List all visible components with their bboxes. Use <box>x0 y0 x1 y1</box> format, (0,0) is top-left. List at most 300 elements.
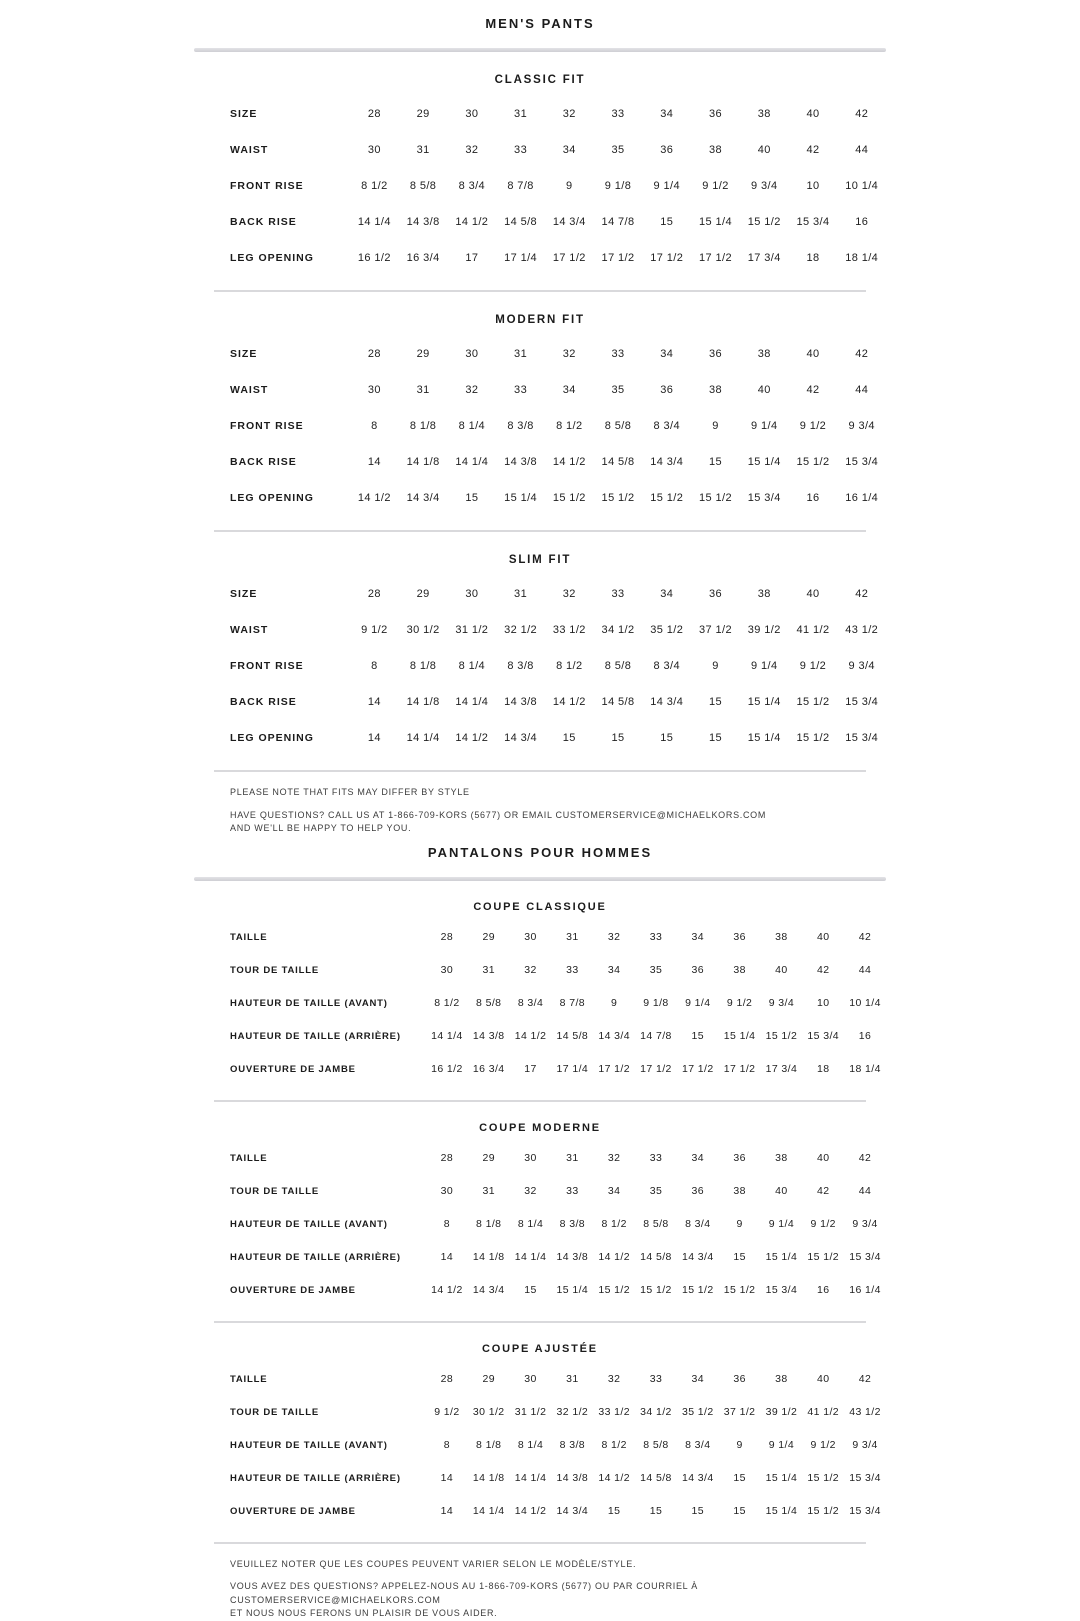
row-value: 42 <box>806 144 820 156</box>
row-value: 16 <box>806 492 820 504</box>
row-value: 42 <box>816 1185 830 1197</box>
row-value: 9 3/4 <box>848 660 875 672</box>
row-value: 15 1/2 <box>807 1472 840 1484</box>
row-value: 39 1/2 <box>765 1406 798 1418</box>
table-row <box>194 480 886 516</box>
row-value: 9 <box>712 660 719 672</box>
row-value: 15 1/2 <box>552 492 586 504</box>
section-divider <box>214 290 866 292</box>
row-value: 14 3/8 <box>472 1030 505 1042</box>
note-contact-en: HAVE QUESTIONS? CALL US AT 1-866-709-KORS (5677) OR EMAIL CUSTOMERSERVICE@MICHAELKORS.COM AND WE'LL BE HAPPY TO HELP YOU. <box>230 809 767 833</box>
row-value: 9 1/4 <box>751 660 778 672</box>
row-value: 33 <box>611 588 625 600</box>
table-row <box>194 1462 886 1495</box>
row-value: 15 3/4 <box>845 732 879 744</box>
row-value: 15 1/2 <box>598 1284 630 1296</box>
row-value: 9 <box>611 997 618 1009</box>
row-value: 31 <box>566 1152 579 1164</box>
row-value: 40 <box>775 1185 788 1197</box>
row-value: 18 1/4 <box>849 1063 881 1075</box>
row-label: HAUTEUR DE TAILLE (AVANT) <box>230 1439 388 1451</box>
row-label: TAILLE <box>230 1152 268 1164</box>
row-value: 14 1/2 <box>455 216 489 228</box>
row-value: 15 1/4 <box>504 492 538 504</box>
row-label: FRONT RISE <box>230 420 304 432</box>
row-value: 14 3/4 <box>598 1030 630 1042</box>
row-value: 35 <box>611 384 625 396</box>
row-value: 38 <box>757 108 771 120</box>
row-value: 16 3/4 <box>472 1063 505 1075</box>
row-value: 30 <box>440 964 454 976</box>
row-value: 14 1/8 <box>406 456 440 468</box>
row-value: 14 3/4 <box>472 1284 505 1296</box>
row-value: 36 <box>708 348 723 360</box>
row-value: 44 <box>855 384 869 396</box>
row-value: 9 1/8 <box>604 180 632 192</box>
row-value: 14 1/4 <box>472 1505 505 1517</box>
row-value: 8 <box>443 1218 451 1230</box>
row-value: 14 1/2 <box>357 492 391 504</box>
row-value: 15 <box>733 1505 746 1517</box>
row-value: 16 1/4 <box>845 492 879 504</box>
row-value: 15 <box>611 732 625 744</box>
row-value: 34 <box>660 588 674 600</box>
row-value: 30 1/2 <box>406 624 440 636</box>
row-value: 33 <box>514 384 528 396</box>
row-value: 35 <box>649 964 663 976</box>
row-value: 14 1/4 <box>514 1251 547 1263</box>
row-value: 14 1/8 <box>406 696 440 708</box>
table-row <box>194 648 886 684</box>
row-value: 17 1/4 <box>504 252 538 264</box>
row-value: 30 <box>524 1152 537 1164</box>
row-value: 9 1/2 <box>434 1406 460 1418</box>
row-value: 33 <box>611 108 625 120</box>
row-value: 14 5/8 <box>640 1472 672 1484</box>
row-value: 14 1/2 <box>552 456 586 468</box>
row-value: 15 <box>733 1251 746 1263</box>
row-value: 9 1/2 <box>799 420 827 432</box>
table-row <box>194 720 886 756</box>
row-label: OUVERTURE DE JAMBE <box>230 1284 356 1296</box>
row-label: TOUR DE TAILLE <box>230 1406 319 1418</box>
row-label: WAIST <box>230 384 269 396</box>
row-value: 14 <box>440 1505 454 1517</box>
row-value: 17 1/2 <box>699 252 732 264</box>
row-value: 28 <box>367 348 381 360</box>
row-label: TOUR DE TAILLE <box>230 964 319 976</box>
row-value: 40 <box>816 931 830 943</box>
row-value: 33 <box>611 348 625 360</box>
table-row <box>194 921 886 954</box>
row-value: 34 <box>562 144 576 156</box>
row-value: 8 5/8 <box>643 1218 669 1230</box>
row-value: 43 1/2 <box>849 1406 881 1418</box>
row-value: 15 3/4 <box>845 696 879 708</box>
row-value: 14 1/8 <box>472 1472 505 1484</box>
row-value: 17 1/2 <box>723 1063 756 1075</box>
row-value: 15 <box>691 1505 705 1517</box>
row-value: 32 <box>562 588 576 600</box>
row-value: 8 5/8 <box>604 660 632 672</box>
row-value: 14 1/4 <box>455 456 489 468</box>
row-value: 32 <box>524 1185 537 1197</box>
row-value: 35 <box>611 144 625 156</box>
row-value: 44 <box>858 964 872 976</box>
row-value: 14 5/8 <box>640 1251 672 1263</box>
table-row <box>194 1429 886 1462</box>
row-label: FRONT RISE <box>230 180 304 192</box>
row-value: 10 1/4 <box>849 997 881 1009</box>
row-value: 37 1/2 <box>723 1406 756 1418</box>
row-value: 28 <box>367 588 381 600</box>
fit-section-slim-fit <box>194 554 886 756</box>
row-value: 32 1/2 <box>556 1406 589 1418</box>
row-value: 14 1/8 <box>472 1251 505 1263</box>
row-value: 35 <box>649 1185 663 1197</box>
row-value: 15 1/2 <box>796 732 830 744</box>
section-divider <box>214 530 866 532</box>
section-divider <box>214 770 866 772</box>
row-value: 38 <box>708 384 723 396</box>
row-value: 31 <box>514 108 528 120</box>
row-value: 30 <box>524 1373 537 1385</box>
fit-section-classic-fit <box>194 74 886 276</box>
table-row <box>194 1396 886 1429</box>
table-row <box>194 684 886 720</box>
row-value: 41 1/2 <box>807 1406 840 1418</box>
row-value: 32 <box>562 108 576 120</box>
row-value: 42 <box>855 108 869 120</box>
row-value: 36 <box>660 144 674 156</box>
table-row <box>194 987 886 1020</box>
row-value: 15 <box>607 1505 621 1517</box>
section-divider <box>214 1321 866 1323</box>
table-row <box>194 240 886 276</box>
row-value: 40 <box>806 588 820 600</box>
row-value: 34 <box>562 384 576 396</box>
row-value: 31 1/2 <box>455 624 489 636</box>
table-row <box>194 168 886 204</box>
table-row <box>194 444 886 480</box>
row-value: 8 1/2 <box>556 420 583 432</box>
row-value: 38 <box>708 144 723 156</box>
row-value: 9 <box>712 420 719 432</box>
table-row <box>194 132 886 168</box>
row-value: 30 <box>465 108 479 120</box>
row-value: 15 <box>465 492 479 504</box>
fit-title-coupe-classique: COUPE CLASSIQUE <box>473 900 607 913</box>
row-value: 14 3/4 <box>552 216 586 228</box>
row-label: LEG OPENING <box>230 492 314 504</box>
row-value: 8 5/8 <box>476 997 502 1009</box>
row-value: 9 1/4 <box>768 1439 795 1451</box>
row-value: 15 3/4 <box>849 1472 881 1484</box>
row-value: 17 1/2 <box>640 1063 672 1075</box>
fit-title-slim-fit: SLIM FIT <box>508 554 572 566</box>
row-value: 42 <box>858 931 872 943</box>
row-value: 15 <box>708 456 723 468</box>
row-value: 8 1/4 <box>458 420 486 432</box>
row-value: 36 <box>733 1152 746 1164</box>
row-value: 38 <box>757 588 771 600</box>
row-value: 30 1/2 <box>472 1406 505 1418</box>
row-value: 40 <box>757 144 771 156</box>
row-value: 36 <box>691 964 705 976</box>
row-value: 15 1/2 <box>601 492 635 504</box>
fit-section-coupe-moderne <box>194 1122 886 1307</box>
row-value: 14 5/8 <box>601 456 635 468</box>
row-value: 34 1/2 <box>640 1406 672 1418</box>
row-value: 42 <box>858 1152 872 1164</box>
row-value: 34 <box>607 1185 621 1197</box>
row-value: 38 <box>757 348 771 360</box>
row-value: 17 3/4 <box>765 1063 798 1075</box>
row-value: 8 <box>443 1439 451 1451</box>
row-value: 15 1/2 <box>765 1030 798 1042</box>
row-value: 8 1/2 <box>361 180 388 192</box>
row-value: 9 1/4 <box>751 420 778 432</box>
row-value: 14 3/4 <box>681 1472 714 1484</box>
row-value: 37 1/2 <box>699 624 732 636</box>
fit-title-classic-fit: CLASSIC FIT <box>494 74 586 86</box>
row-value: 40 <box>806 108 820 120</box>
table-row <box>194 1175 886 1208</box>
row-value: 15 1/2 <box>796 456 830 468</box>
row-label: HAUTEUR DE TAILLE (AVANT) <box>230 997 388 1009</box>
row-value: 16 <box>858 1030 872 1042</box>
row-value: 15 1/4 <box>723 1030 756 1042</box>
row-value: 28 <box>440 1373 454 1385</box>
row-value: 35 1/2 <box>650 624 684 636</box>
row-value: 16 1/2 <box>357 252 391 264</box>
row-value: 8 3/8 <box>559 1439 586 1451</box>
row-value: 16 <box>855 216 869 228</box>
row-value: 8 1/8 <box>409 420 437 432</box>
row-value: 17 1/2 <box>598 1063 630 1075</box>
row-value: 17 1/2 <box>650 252 684 264</box>
row-value: 14 1/2 <box>552 696 586 708</box>
row-value: 34 <box>691 1152 705 1164</box>
row-label: BACK RISE <box>230 456 297 468</box>
row-value: 14 3/4 <box>681 1251 714 1263</box>
row-value: 17 1/2 <box>681 1063 714 1075</box>
note-fit-differs-en: PLEASE NOTE THAT FITS MAY DIFFER BY STYLE <box>230 787 470 797</box>
row-value: 18 <box>816 1063 830 1075</box>
header-divider-en <box>194 48 886 52</box>
row-value: 40 <box>816 1373 830 1385</box>
row-value: 16 1/4 <box>849 1284 881 1296</box>
row-value: 15 1/4 <box>765 1505 798 1517</box>
table-row <box>194 372 886 408</box>
row-value: 9 1/2 <box>361 624 388 636</box>
row-value: 9 1/2 <box>799 660 827 672</box>
row-value: 14 1/2 <box>598 1472 630 1484</box>
table-row <box>194 204 886 240</box>
row-value: 31 <box>416 144 430 156</box>
note-contact-fr: VOUS AVEZ DES QUESTIONS? APPELEZ-NOUS AU 1-866-709-KORS (5677) OU PAR COURRIEL À CUSTOMERSERVICE@MICHAELKORS.COM ET NOUS NOUS FERONS UN PLAISIR DE VOUS AIDER. <box>230 1581 698 1618</box>
row-value: 31 <box>514 348 528 360</box>
row-value: 14 <box>367 696 381 708</box>
row-value: 31 <box>482 1185 495 1197</box>
row-value: 34 <box>691 931 705 943</box>
row-value: 14 1/2 <box>598 1251 630 1263</box>
row-label: LEG OPENING <box>230 252 314 264</box>
row-label: TOUR DE TAILLE <box>230 1185 319 1197</box>
row-value: 36 <box>708 108 723 120</box>
row-value: 34 <box>660 348 674 360</box>
row-value: 8 1/2 <box>556 660 583 672</box>
row-value: 15 1/2 <box>699 492 732 504</box>
row-label: TAILLE <box>230 931 268 943</box>
row-value: 14 3/8 <box>504 456 538 468</box>
row-value: 9 1/2 <box>810 1218 836 1230</box>
row-value: 44 <box>855 144 869 156</box>
row-value: 17 <box>465 252 479 264</box>
row-value: 15 1/4 <box>747 732 781 744</box>
row-value: 8 3/4 <box>517 997 544 1009</box>
header-divider-fr <box>194 877 886 881</box>
row-label: BACK RISE <box>230 696 297 708</box>
row-value: 9 1/4 <box>685 997 711 1009</box>
row-value: 9 1/2 <box>702 180 729 192</box>
row-value: 8 3/8 <box>559 1218 586 1230</box>
fit-title-coupe-ajustee: COUPE AJUSTÉE <box>482 1342 598 1355</box>
row-value: 15 1/4 <box>699 216 732 228</box>
row-value: 14 1/4 <box>455 696 489 708</box>
row-value: 28 <box>440 1152 454 1164</box>
row-value: 31 <box>566 931 579 943</box>
row-value: 33 <box>649 1152 663 1164</box>
row-value: 9 1/2 <box>810 1439 836 1451</box>
table-row <box>194 576 886 612</box>
row-value: 14 3/8 <box>556 1251 589 1263</box>
row-value: 15 3/4 <box>747 492 781 504</box>
row-value: 8 3/4 <box>653 660 680 672</box>
row-value: 31 <box>482 964 495 976</box>
row-label: SIZE <box>230 588 258 600</box>
english-size-tables <box>194 74 886 772</box>
row-value: 32 <box>524 964 537 976</box>
row-value: 8 5/8 <box>604 420 632 432</box>
row-value: 10 1/4 <box>845 180 879 192</box>
row-value: 32 <box>607 1152 621 1164</box>
row-value: 15 <box>691 1030 705 1042</box>
row-value: 15 1/2 <box>681 1284 714 1296</box>
row-value: 42 <box>855 348 869 360</box>
row-value: 9 <box>736 1218 743 1230</box>
row-value: 32 <box>465 144 479 156</box>
row-value: 15 3/4 <box>765 1284 798 1296</box>
row-value: 32 1/2 <box>504 624 538 636</box>
row-value: 8 1/8 <box>409 660 437 672</box>
table-row <box>194 1053 886 1086</box>
row-value: 36 <box>691 1185 705 1197</box>
row-value: 17 1/2 <box>601 252 635 264</box>
row-value: 40 <box>806 348 820 360</box>
row-label: HAUTEUR DE TAILLE (ARRIÈRE) <box>230 1251 401 1263</box>
row-value: 42 <box>855 588 869 600</box>
row-value: 8 3/4 <box>653 420 680 432</box>
row-value: 33 <box>649 931 663 943</box>
row-value: 14 3/8 <box>406 216 440 228</box>
row-value: 17 <box>524 1063 537 1075</box>
table-row <box>194 1020 886 1053</box>
row-value: 15 3/4 <box>849 1251 881 1263</box>
row-label: SIZE <box>230 348 258 360</box>
row-value: 29 <box>416 348 430 360</box>
row-value: 16 1/2 <box>431 1063 463 1075</box>
row-value: 15 1/4 <box>556 1284 589 1296</box>
fit-title-coupe-moderne: COUPE MODERNE <box>479 1121 601 1134</box>
row-value: 15 <box>660 732 674 744</box>
row-value: 14 3/4 <box>650 456 684 468</box>
row-value: 44 <box>858 1185 872 1197</box>
row-value: 31 <box>416 384 430 396</box>
row-value: 8 3/4 <box>685 1218 711 1230</box>
row-value: 17 3/4 <box>747 252 781 264</box>
row-value: 42 <box>858 1373 872 1385</box>
row-value: 14 1/2 <box>455 732 489 744</box>
row-label: BACK RISE <box>230 216 297 228</box>
section-divider <box>214 1542 866 1544</box>
row-label: FRONT RISE <box>230 660 304 672</box>
row-value: 8 7/8 <box>559 997 586 1009</box>
row-value: 34 <box>660 108 674 120</box>
row-value: 40 <box>775 964 788 976</box>
row-value: 39 1/2 <box>747 624 781 636</box>
row-value: 9 1/2 <box>726 997 753 1009</box>
row-value: 8 5/8 <box>409 180 437 192</box>
row-label: LEG OPENING <box>230 732 314 744</box>
fit-section-coupe-classique <box>194 901 886 1086</box>
page-title-en: MEN'S PANTS <box>485 16 595 31</box>
row-value: 18 <box>806 252 820 264</box>
row-label: HAUTEUR DE TAILLE (ARRIÈRE) <box>230 1472 401 1484</box>
row-value: 31 <box>514 588 528 600</box>
row-value: 33 <box>649 1373 663 1385</box>
row-value: 15 <box>708 696 723 708</box>
table-row <box>194 1208 886 1241</box>
row-value: 15 <box>660 216 674 228</box>
notes-fr <box>230 1558 886 1621</box>
table-row <box>194 954 886 987</box>
row-value: 9 <box>566 180 573 192</box>
row-value: 15 1/2 <box>807 1251 840 1263</box>
row-value: 8 3/8 <box>507 420 534 432</box>
row-value: 33 1/2 <box>598 1406 630 1418</box>
row-value: 29 <box>482 1152 495 1164</box>
row-value: 38 <box>733 1185 746 1197</box>
row-value: 8 1/4 <box>458 660 486 672</box>
row-value: 14 1/4 <box>406 732 440 744</box>
row-value: 16 3/4 <box>406 252 440 264</box>
row-value: 15 1/2 <box>650 492 684 504</box>
row-value: 38 <box>733 964 746 976</box>
row-value: 8 <box>371 660 378 672</box>
row-value: 14 1/2 <box>431 1284 463 1296</box>
row-value: 15 1/2 <box>796 696 830 708</box>
row-label: WAIST <box>230 624 269 636</box>
row-value: 9 3/4 <box>848 420 875 432</box>
row-value: 40 <box>816 1152 830 1164</box>
table-row <box>194 1241 886 1274</box>
row-value: 14 <box>367 456 381 468</box>
row-value: 36 <box>660 384 674 396</box>
table-row <box>194 1274 886 1307</box>
row-value: 9 3/4 <box>751 180 778 192</box>
row-value: 8 <box>371 420 378 432</box>
